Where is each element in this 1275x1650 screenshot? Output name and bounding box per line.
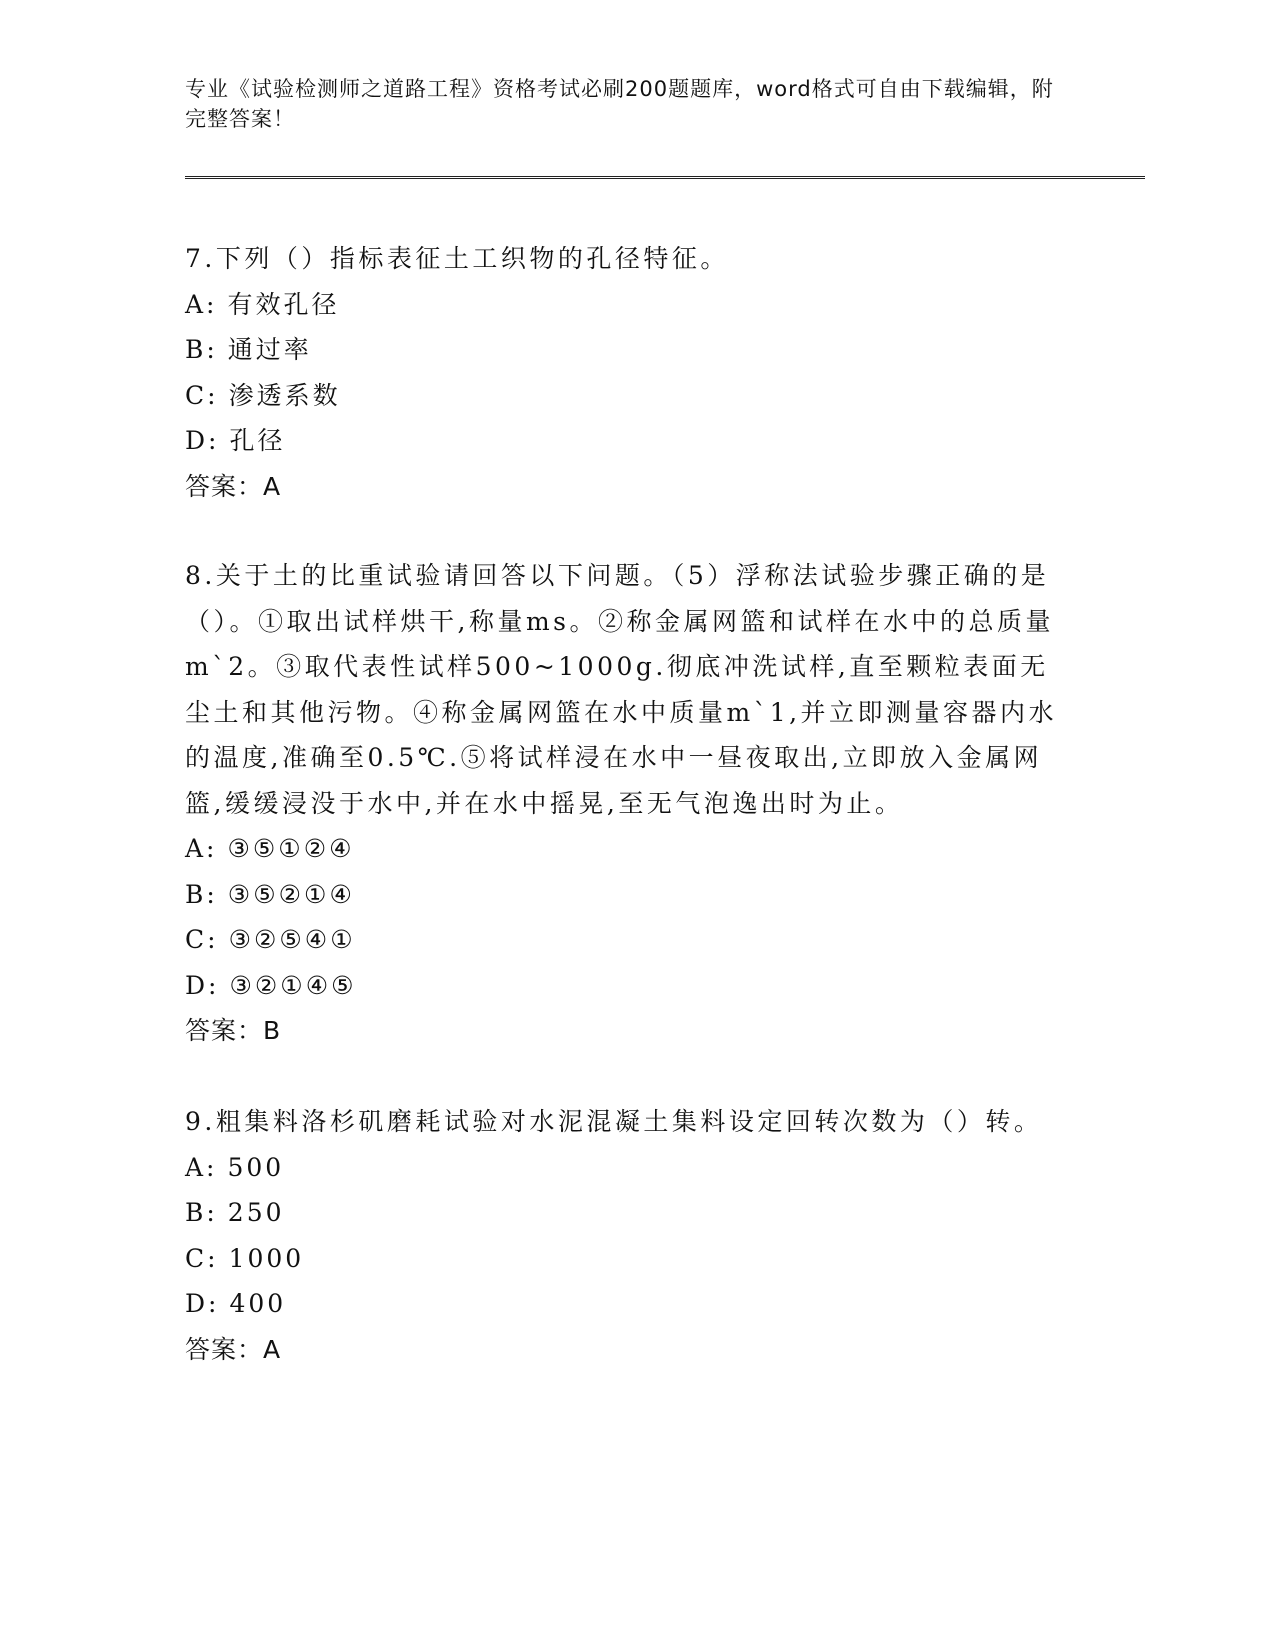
option-c [185, 1236, 1075, 1282]
option-key: C: [185, 925, 219, 954]
option-text: ③⑤②①④ [227, 879, 355, 909]
option-text: 250 [227, 1198, 285, 1227]
option-text: 通过率 [227, 335, 312, 364]
answer-line: 答案：A [185, 1334, 282, 1364]
option-key: C: [185, 380, 219, 410]
option-key: D: [185, 970, 220, 1000]
header-divider [185, 176, 1145, 179]
option-text: 1000 [228, 1243, 305, 1273]
question-stem: 9.粗集料洛杉矶磨耗试验对水泥混凝土集料设定回转次数为（）转。 [185, 1107, 1043, 1136]
document-header: 专业《试验检测师之道路工程》资格考试必刷200题题库，word格式可自由下载编辑，附完整答案！ [185, 77, 1054, 131]
option-d [185, 963, 1075, 1009]
question-7 [185, 236, 1075, 509]
option-key: A: [185, 1152, 218, 1182]
question-stem: 8.关于土的比重试验请回答以下问题。（5）浮称法试验步骤正确的是（）。①取出试样烘干,称量ms。②称金属网篮和试样在水中的总质量m`2。③取代表性试样500~1000g.彻底冲洗试样,直至颗粒表面无尘土和其他污物。④称金属网篮在水中质量m`1,并立即测量容器内水的温度,准确至0.5℃.⑤将试样浸在水中一昼夜取出,立即放入金属网篮,缓缓浸没于水中,并在水中摇晃,至无气泡逸出时为止。 [185, 561, 1058, 818]
option-a [185, 826, 1075, 872]
option-a [185, 1145, 1075, 1191]
option-a [185, 282, 1075, 328]
answer-line: 答案：B [185, 1016, 282, 1045]
option-key: B: [185, 1198, 218, 1227]
option-text: 500 [227, 1152, 285, 1182]
question-stem: 7.下列（）指标表征土工织物的孔径特征。 [185, 244, 729, 273]
question-9 [185, 1099, 1075, 1372]
option-text: ③⑤①②④ [227, 834, 355, 863]
answer-line: 答案：A [185, 471, 282, 501]
option-key: B: [185, 879, 218, 909]
option-key: B: [185, 335, 218, 364]
option-d [185, 418, 1075, 464]
option-b [185, 872, 1075, 918]
option-text: ③②①④⑤ [229, 970, 357, 1000]
option-text: 有效孔径 [227, 289, 340, 319]
option-b [185, 1190, 1075, 1236]
option-text: 孔径 [229, 426, 286, 455]
option-key: A: [185, 289, 218, 319]
option-key: C: [185, 1243, 219, 1273]
option-key: D: [185, 426, 220, 455]
option-text: ③②⑤④① [228, 925, 356, 954]
question-8 [185, 553, 1075, 1054]
option-d [185, 1281, 1075, 1327]
option-b [185, 327, 1075, 373]
option-key: D: [185, 1289, 220, 1318]
option-c [185, 917, 1075, 963]
option-text: 渗透系数 [228, 380, 341, 410]
option-key: A: [185, 834, 218, 863]
option-text: 400 [229, 1289, 287, 1318]
option-c [185, 373, 1075, 419]
